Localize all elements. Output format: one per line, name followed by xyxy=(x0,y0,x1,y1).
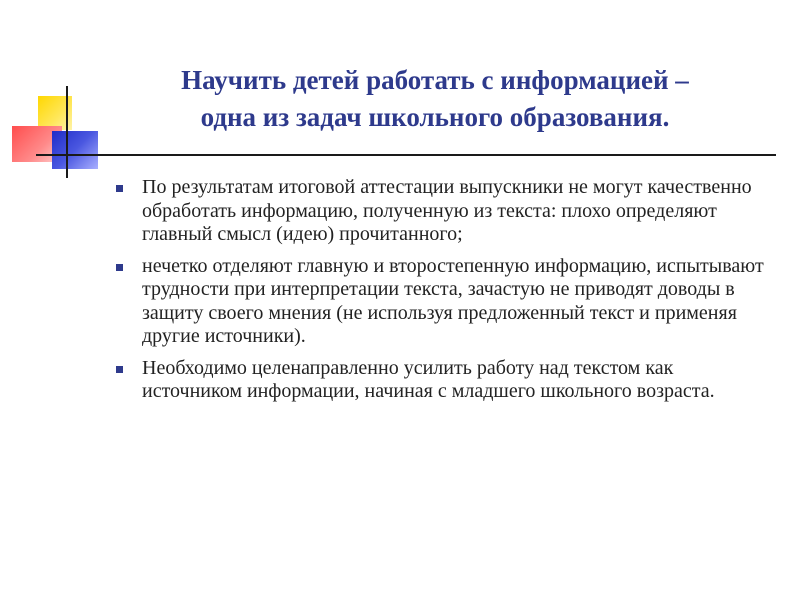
title-line-2: одна из задач школьного образования. xyxy=(200,102,670,132)
slide-title xyxy=(90,62,780,136)
bullet-item xyxy=(108,255,768,349)
square-bullet-icon xyxy=(116,366,123,373)
square-bullet-icon xyxy=(116,264,123,271)
bullet-list xyxy=(108,176,768,412)
bullet-text: По результатам итоговой аттестации выпускники не могут качественно обработать информацию, полученную из текста: плохо определяют главный смысл (идею) прочитанного; xyxy=(142,176,752,245)
bullet-text: Необходимо целенаправленно усилить работу над текстом как источником информации, начиная с младшего школьного возраста. xyxy=(142,356,715,402)
horizontal-rule xyxy=(36,154,776,156)
title-line-1: Научить детей работать с информацией – xyxy=(181,65,689,95)
blue-square xyxy=(52,131,98,169)
bullet-item xyxy=(108,357,768,404)
square-bullet-icon xyxy=(116,185,123,192)
vertical-rule xyxy=(66,86,68,178)
bullet-item xyxy=(108,176,768,247)
bullet-text: нечетко отделяют главную и второстепенную информацию, испытывают трудности при интерпретации текста, зачастую не приводят доводы в защиту своего мнения (не используя предложенный текст и применяя другие источники). xyxy=(142,254,764,347)
